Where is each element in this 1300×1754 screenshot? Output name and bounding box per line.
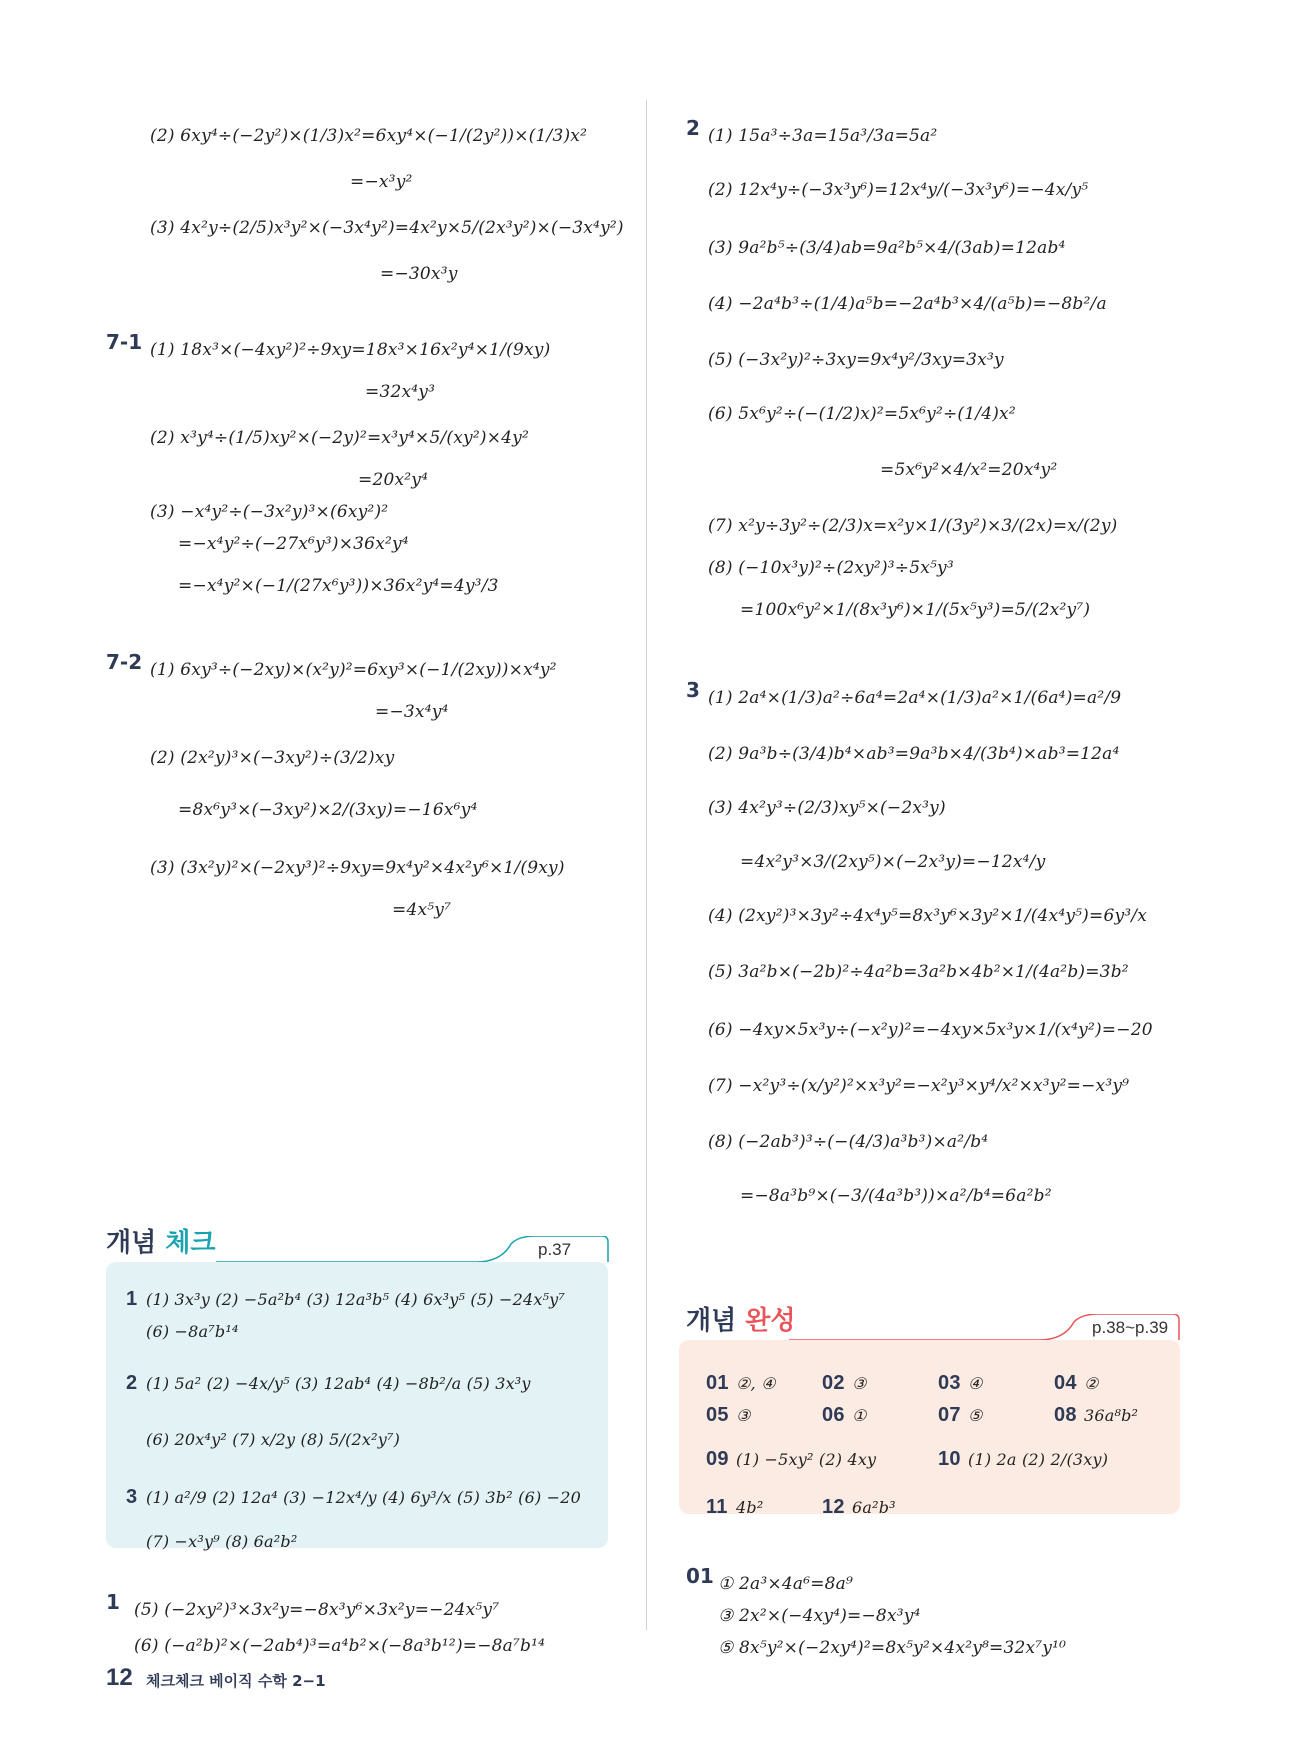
solution-line: ⑤ 8x⁵y²×(−2xy⁴)²=8x⁵y²×4x²y⁸=32x⁷y¹⁰ xyxy=(718,1638,1067,1658)
section-label-1: 1 xyxy=(106,1590,120,1614)
solution-line: (4) −2a⁴b³÷(1/4)a⁵b=−2a⁴b³×4/(a⁵b)=−8b²/a xyxy=(708,294,1107,314)
solution-line: (3) −x⁴y²÷(−3x²y)³×(6xy²)² xyxy=(150,502,389,522)
concept-complete-number: 09 xyxy=(706,1448,729,1470)
concept-complete-number: 06 xyxy=(822,1404,845,1426)
concept-check-number: 2 xyxy=(126,1372,138,1394)
concept-complete-answer: (1) 2a (2) 2/(3xy) xyxy=(968,1450,1109,1469)
concept-complete-number: 12 xyxy=(822,1496,845,1518)
solution-line: (8) (−10x³y)²÷(2xy²)³÷5x⁵y³ xyxy=(708,558,954,578)
solution-line: (8) (−2ab³)³÷(−(4/3)a³b³)×a²/b⁴ xyxy=(708,1132,989,1152)
concept-check-answer: (1) 5a² (2) −4x/y⁵ (3) 12ab⁴ (4) −8b²/a (5) 3x³y xyxy=(146,1374,531,1393)
concept-complete-answer: ④ xyxy=(968,1374,983,1393)
solution-line: (6) (−a²b)²×(−2ab⁴)³=a⁴b²×(−8a³b¹²)=−8a⁷b¹⁴ xyxy=(134,1636,546,1656)
solution-line: =−x⁴y²×(−1/(27x⁶y³))×36x²y⁴=4y³/3 xyxy=(178,576,499,596)
concept-complete-answer: 36a⁸b² xyxy=(1084,1406,1139,1425)
concept-check-answer: (6) −8a⁷b¹⁴ xyxy=(146,1322,239,1341)
solution-line: (4) (2xy²)³×3y²÷4x⁴y⁵=8x³y⁶×3y²×1/(4x⁴y⁵)=6y³/x xyxy=(708,906,1147,926)
section-label-7-1: 7-1 xyxy=(106,330,143,354)
solution-line: (2) 12x⁴y÷(−3x³y⁶)=12x⁴y/(−3x³y⁶)=−4x/y⁵ xyxy=(708,180,1089,200)
concept-complete-answer: ②, ④ xyxy=(736,1374,776,1393)
solution-line: (6) −4xy×5x³y÷(−x²y)²=−4xy×5x³y×1/(x⁴y²)=−20 xyxy=(708,1020,1153,1040)
solution-line: (1) 18x³×(−4xy²)²÷9xy=18x³×16x²y⁴×1/(9xy) xyxy=(150,340,551,360)
solution-line: (5) (−2xy²)³×3x²y=−8x³y⁶×3x²y=−24x⁵y⁷ xyxy=(134,1600,500,1620)
concept-complete-number: 03 xyxy=(938,1372,961,1394)
concept-complete-number: 01 xyxy=(706,1372,729,1394)
solution-line: ③ 2x²×(−4xy⁴)=−8x³y⁴ xyxy=(718,1606,921,1626)
solution-line: =20x²y⁴ xyxy=(358,470,429,490)
solution-line: =4x²y³×3/(2xy⁵)×(−2x³y)=−12x⁴/y xyxy=(740,852,1046,872)
concept-check-answer: (7) −x³y⁹ (8) 6a²b² xyxy=(146,1532,298,1551)
solution-line: =−8a³b⁹×(−3/(4a³b³))×a²/b⁴=6a²b² xyxy=(740,1186,1052,1206)
solution-line: (2) (2x²y)³×(−3xy²)÷(3/2)xy xyxy=(150,748,395,768)
solution-line: (3) 4x²y÷(2/5)x³y²×(−3x⁴y²)=4x²y×5/(2x³y²)×(−3x⁴y²) xyxy=(150,218,624,238)
solution-line: =8x⁶y³×(−3xy²)×2/(3xy)=−16x⁶y⁴ xyxy=(178,800,478,820)
concept-complete-answer: ⑤ xyxy=(968,1406,983,1425)
concept-complete-number: 07 xyxy=(938,1404,961,1426)
concept-check-number: 1 xyxy=(126,1288,138,1310)
solution-line: (7) x²y÷3y²÷(2/3)x=x²y×1/(3y²)×3/(2x)=x/(2y) xyxy=(708,516,1118,536)
concept-check-title-main: 개념 xyxy=(106,1228,157,1258)
solution-line: (2) 6xy⁴÷(−2y²)×(1/3)x²=6xy⁴×(−1/(2y²))×(1/3)x² xyxy=(150,126,588,146)
solution-line: (3) 4x²y³÷(2/3)xy⁵×(−2x³y) xyxy=(708,798,946,818)
solution-line: =−3x⁴y⁴ xyxy=(375,702,449,722)
solution-line: =32x⁴y³ xyxy=(365,382,436,402)
section-label-3: 3 xyxy=(686,678,700,702)
solution-line: =−x³y² xyxy=(350,172,413,192)
concept-complete-number: 10 xyxy=(938,1448,961,1470)
concept-check-answer: (1) a²/9 (2) 12a⁴ (3) −12x⁴/y (4) 6y³/x (5) 3b² (6) −20 xyxy=(146,1488,582,1507)
section-label-01: 01 xyxy=(686,1564,714,1588)
page-number: 12 xyxy=(106,1664,133,1691)
concept-complete-number: 04 xyxy=(1054,1372,1077,1394)
solution-line: ① 2a³×4a⁶=8a⁹ xyxy=(718,1574,854,1594)
concept-complete-answer: 6a²b³ xyxy=(852,1498,896,1517)
solution-line: (1) 15a³÷3a=15a³/3a=5a² xyxy=(708,126,938,146)
concept-complete-answer: ③ xyxy=(736,1406,751,1425)
concept-complete-page-ref: p.38~p.39 xyxy=(1092,1318,1169,1337)
column-divider xyxy=(646,100,647,1630)
solution-line: (2) x³y⁴÷(1/5)xy²×(−2y)²=x³y⁴×5/(xy²)×4y² xyxy=(150,428,529,448)
concept-complete-answer: 4b² xyxy=(736,1498,764,1517)
concept-complete-title-main: 개념 xyxy=(686,1306,737,1336)
solution-line: =5x⁶y²×4/x²=20x⁴y² xyxy=(880,460,1058,480)
concept-check-answer: (6) 20x⁴y² (7) x/2y (8) 5/(2x²y⁷) xyxy=(146,1430,401,1449)
solution-line: (2) 9a³b÷(3/4)b⁴×ab³=9a³b×4/(3b⁴)×ab³=12a⁴ xyxy=(708,744,1120,764)
concept-complete-answer: ② xyxy=(1084,1374,1099,1393)
concept-check-page-ref: p.37 xyxy=(538,1240,572,1259)
section-label-7-2: 7-2 xyxy=(106,650,143,674)
concept-check-number: 3 xyxy=(126,1486,138,1508)
solution-line: (1) 6xy³÷(−2xy)×(x²y)²=6xy³×(−1/(2xy))×x⁴y² xyxy=(150,660,557,680)
solution-line: (3) (3x²y)²×(−2xy³)²÷9xy=9x⁴y²×4x²y⁶×1/(9xy) xyxy=(150,858,565,878)
concept-complete-number: 11 xyxy=(706,1496,728,1518)
concept-check-title-accent: 체크 xyxy=(165,1228,216,1258)
concept-check-answer: (1) 3x³y (2) −5a²b⁴ (3) 12a³b⁵ (4) 6x³y⁵ (5) −24x⁵y⁷ xyxy=(146,1290,566,1309)
concept-complete-number: 05 xyxy=(706,1404,729,1426)
solution-line: =−x⁴y²÷(−27x⁶y³)×36x²y⁴ xyxy=(178,534,409,554)
solution-line: (7) −x²y³÷(x/y²)²×x³y²=−x²y³×y⁴/x²×x³y²=−x³y⁹ xyxy=(708,1076,1130,1096)
solution-line: (5) 3a²b×(−2b)²÷4a²b=3a²b×4b²×1/(4a²b)=3b² xyxy=(708,962,1129,982)
solution-line: =−30x³y xyxy=(380,264,458,284)
solution-line: (1) 2a⁴×(1/3)a²÷6a⁴=2a⁴×(1/3)a²×1/(6a⁴)=a²/9 xyxy=(708,688,1122,708)
concept-complete-number: 02 xyxy=(822,1372,845,1394)
concept-complete-number: 08 xyxy=(1054,1404,1077,1426)
book-title: 체크체크 베이직 수학 2−1 xyxy=(146,1672,326,1690)
concept-complete-title-accent: 완성 xyxy=(745,1306,796,1336)
concept-complete-answer: ③ xyxy=(852,1374,867,1393)
solution-line: =100x⁶y²×1/(8x³y⁶)×1/(5x⁵y³)=5/(2x²y⁷) xyxy=(740,600,1091,620)
concept-complete-answer: ① xyxy=(852,1406,867,1425)
solution-line: (3) 9a²b⁵÷(3/4)ab=9a²b⁵×4/(3ab)=12ab⁴ xyxy=(708,238,1066,258)
concept-complete-box xyxy=(679,1340,1180,1514)
section-label-2: 2 xyxy=(686,116,700,140)
solution-line: (5) (−3x²y)²÷3xy=9x⁴y²/3xy=3x³y xyxy=(708,350,1004,370)
solution-line: (6) 5x⁶y²÷(−(1/2)x)²=5x⁶y²÷(1/4)x² xyxy=(708,404,1016,424)
solution-line: =4x⁵y⁷ xyxy=(392,900,452,920)
concept-complete-answer: (1) −5xy² (2) 4xy xyxy=(736,1450,877,1469)
